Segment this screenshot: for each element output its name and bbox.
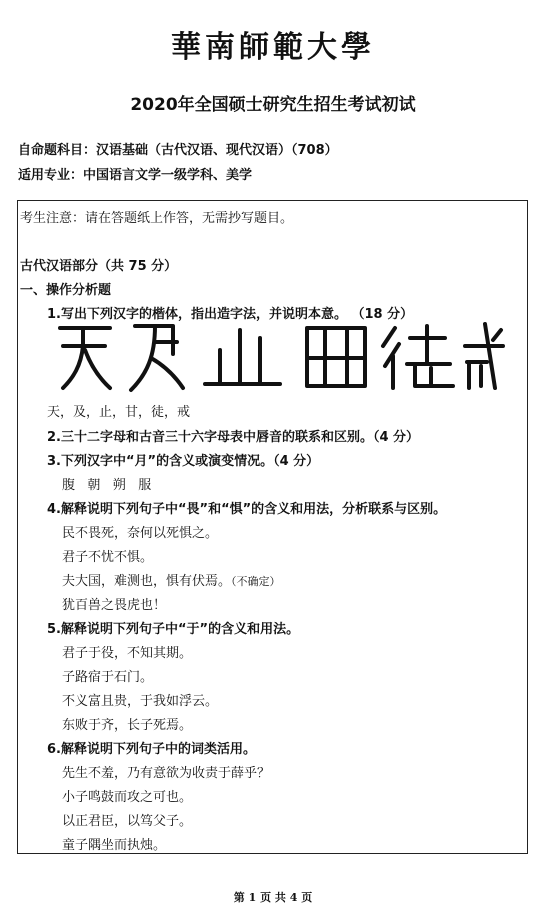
q6-sentence-1: 先生不羞，乃有意欲为收责于薛乎？ [62, 766, 271, 781]
q4-sentence-2: 君子不忧不惧。 [62, 550, 154, 565]
q3-chars: 腹 朝 朔 服 [62, 478, 152, 493]
seal-script-characters-image [55, 316, 505, 396]
q4-sentence-3-note: （不确定） [231, 575, 281, 588]
q4-sentence-4: 犹百兽之畏虎也！ [62, 598, 167, 613]
q4-sentence-1: 民不畏死，奈何以死惧之。 [62, 526, 219, 541]
q1-answers: 天，及，止，甘，徒，戒 [47, 405, 191, 420]
page-footer: 第 1 页 共 4 页 [233, 891, 313, 904]
major-line: 适用专业：中国语言文学一级学科、美学 [18, 168, 253, 183]
subject-line: 自命题科目：汉语基础（古代汉语、现代汉语）（708） [18, 143, 338, 158]
q6-sentence-2: 小子鸣鼓而攻之可也。 [62, 790, 193, 805]
q6-sentence-3: 以正君臣，以笃父子。 [62, 814, 193, 829]
exam-title: 2020年全国硕士研究生招生考试初试 [130, 95, 416, 115]
q5-sentence-4: 东败于齐，长子死焉。 [62, 718, 193, 733]
q6-sentence-4: 童子隅坐而执烛。 [62, 838, 167, 853]
q5-title: 5.解释说明下列句子中“于”的含义和用法。 [47, 622, 300, 637]
q4-sentence-3-text: 夫大国，难测也，惧有伏焉。 [62, 574, 232, 589]
q4-title: 4.解释说明下列句子中“畏”和“惧”的含义和用法，分析联系与区别。 [47, 502, 447, 517]
q6-title: 6.解释说明下列句子中的词类活用。 [47, 742, 256, 757]
q4-sentence-3 [62, 570, 281, 589]
q5-sentence-2: 子路宿于石门。 [62, 670, 154, 685]
part-title: 一、操作分析题 [20, 283, 112, 298]
q1-title: 1.写出下列汉字的楷体，指出造字法，并说明本意。 （18 分） [47, 307, 414, 322]
university-logo: 華南師範大學 [171, 30, 375, 65]
section-title: 古代汉语部分（共 75 分） [20, 259, 178, 274]
q5-sentence-3: 不义富且贵，于我如浮云。 [62, 694, 219, 709]
q3-title: 3.下列汉字中“月”的含义或演变情况。（4 分） [47, 454, 320, 469]
notice: 考生注意：请在答题纸上作答，无需抄写题目。 [20, 211, 294, 226]
q2-title: 2.三十二字母和古音三十六字母表中唇音的联系和区别。（4 分） [47, 430, 420, 445]
q5-sentence-1: 君子于役，不知其期。 [62, 646, 193, 661]
